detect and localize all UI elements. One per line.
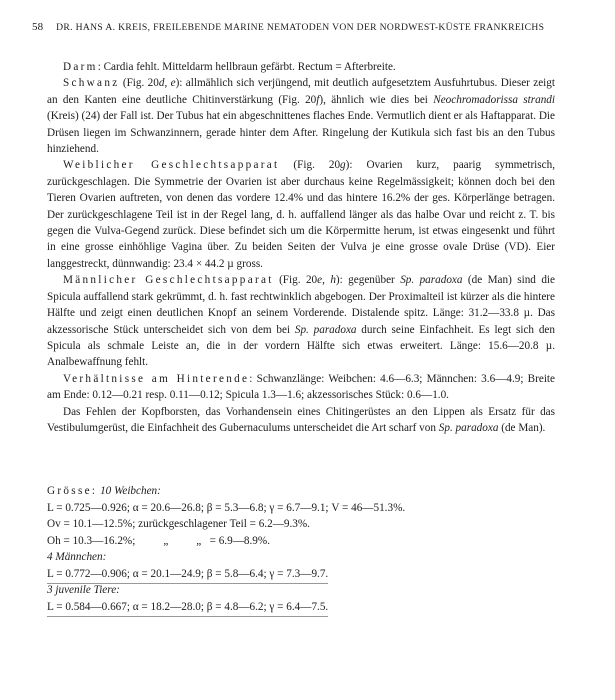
female-measure-line: Oh = 10.3—16.2%; „ „ = 6.9—8.9%. [47, 534, 270, 547]
measurements-heading: Grösse: [47, 485, 98, 497]
section-heading: Männlicher Geschlechtsapparat [63, 274, 274, 287]
paragraph-darm: Darm: Cardia fehlt. Mitteldarm hellbraun gefärbt. Rectum = Afterbreite. [63, 61, 396, 73]
section-heading: Darm [63, 61, 98, 73]
juvenile-group-label: 3 juvenile Tiere: [47, 584, 120, 596]
male-measure-line: L = 0.772—0.906; α = 20.1—24.9; β = 5.8—6.4; γ = 7.3—9.7. [47, 566, 555, 583]
female-measure-line: L = 0.725—0.926; α = 20.6—26.8; β = 5.3—6.8; γ = 6.7—9.1; V = 46—51.3%. [47, 501, 406, 514]
species-name: Sp. paradoxa [438, 421, 499, 434]
paragraph-diagnose: Das Fehlen der Kopfborsten, das Vorhandensein eines Chitingerüstes an den Lippen als Ersatz für das Vestibulumgerüst, die Einfachheit des Gubernaculums unterscheidet die Art scharf von Sp. paradoxa (de Man). [47, 405, 555, 434]
paragraph-maennlicher: Männlicher Geschlechtsapparat (Fig. 20e, h): gegenüber Sp. paradoxa (de Man) sind die Spicula auffallend stark gekrümmt, d. h. fast rechtwinklich abgebogen. Der Proximalteil ist kürzer als die hintere Hälfte und zeigt einen deutlichen Knopf an seinem Vorderende. Distalende spitz. Länge: 31.2—33.8 µ. Das akzessorische Stück unterscheidet sich von dem bei Sp. paradoxa durch seine Einfachheit. Es legt sich den Spicula als schmale Leiste an, die in der vordern Hälfte sich etwas erweitert. Länge: 15.6—20.8 µ. Analbewaffnung fehlt. [47, 274, 555, 369]
measurements-block [47, 483, 555, 615]
body-text [47, 59, 555, 436]
juvenile-measure-line: L = 0.584—0.667; α = 18.2—28.0; β = 4.8—6.2; γ = 6.4—7.5. [47, 599, 555, 616]
measurements-heading-line [47, 483, 555, 500]
section-heading: Verhältnisse am Hinterende [63, 372, 250, 385]
species-name: Neochromadorissa strandi [433, 93, 555, 106]
species-name: Sp. paradoxa [294, 323, 357, 336]
paragraph-verhaeltnisse: Verhältnisse am Hinterende: Schwanzlänge: Weibchen: 4.6—6.3; Männchen: 3.6—4.9; Breite am Ende: 0.12—0.21 resp. 0.11—0.12; Spicula 1.3—1.6; akzessorisches Stück: 0.6—1.0. [47, 372, 555, 402]
female-measure-line: Ov = 10.1—12.5%; zurückgeschlagener Teil = 6.2—9.3%. [47, 518, 310, 530]
paragraph-schwanz: Schwanz (Fig. 20d, e): allmählich sich verjüngend, mit deutlich aufgesetztem Ausfuhrtubus. Dieser zeigt an den Kanten eine deutliche Chitinverstärkung (Fig. 20f), ähnlich wie dies bei Neochromadorissa strandi (Kreis) (24) der Fall ist. Der Tubus hat ein abgeschnittenes flaches Ende. Vermutlich dient er als Haftapparat. Die Drüsen liegen im Schwanzinnern, gerade hinter dem After. Ringelung der Kutikula sich fast bis an den Tubus hinziehend. [47, 77, 555, 156]
page-number: 58 [32, 21, 44, 33]
species-name: Sp. paradoxa [400, 274, 463, 287]
female-group-label: 10 Weibchen: [100, 485, 161, 497]
running-title: DR. HANS A. KREIS, FREILEBENDE MARINE NEMATODEN VON DER NORDWEST-KÜSTE FRANKREICHS [56, 22, 545, 33]
paragraph-weiblicher: Weiblicher Geschlechtsapparat (Fig. 20g): Ovarien kurz, paarig symmetrisch, zurückgeschlagen. Die Symmetrie der Ovarien ist aber durchaus keine Regelmässigkeit; können doch bei den Tieren Ovarien auftreten, von denen das vordere 12.4% und das hintere 16.2% der ges. Körperlänge betragen. Der zurückgeschlagene Teil ist in der Regel lang, d. h. auffallend länger als das halbe Ovar und reicht z. T. bis gegen die Vulva-Gegend zurück. Diese befindet sich um die Körpermitte herum, ist etwas eingesenkt und führt in eine grosse einhöhlige Vagina über. Zu beiden Seiten der Vulva je eine grosse ovale Drüse (VD). Eier langgestreckt, dünnwandig: 23.4 × 44.2 µ gross. [47, 159, 556, 270]
page-header [32, 21, 587, 37]
male-group-label: 4 Männchen: [47, 551, 107, 563]
section-heading: Schwanz [63, 77, 120, 90]
section-heading: Weiblicher Geschlechtsapparat [63, 159, 280, 172]
